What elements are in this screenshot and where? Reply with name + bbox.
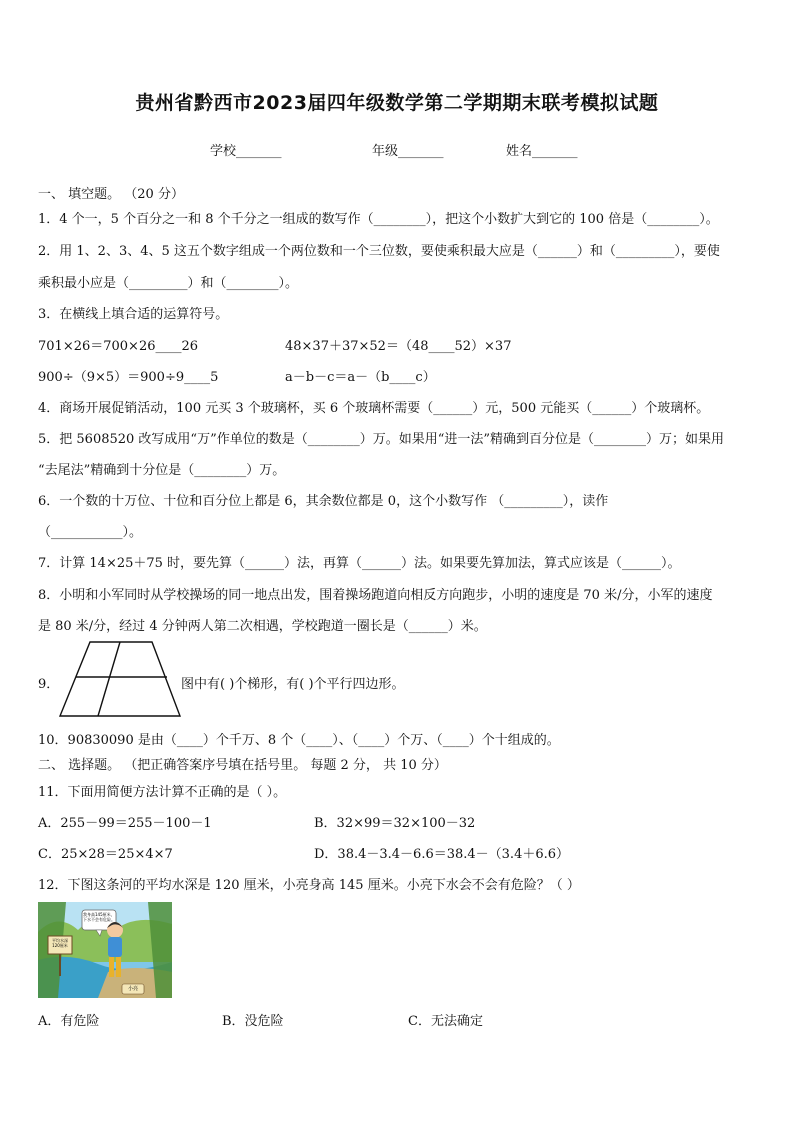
water-depth-sign-text: 平均水深120厘米	[52, 938, 68, 948]
question-6-line-2: （___________）。	[38, 525, 143, 540]
section-choice-heading: 二、 选择题。 （把正确答案序号填在括号里。 每题 2 分， 共 10 分）	[38, 758, 447, 773]
question-4: 4．商场开展促销活动，100 元买 3 个玻璃杯，买 6 个玻璃杯需要（______）元，500 元能买（______）个玻璃杯。	[38, 401, 710, 416]
question-6-line-1: 6．一个数的十万位、十位和百分位上都是 6，其余数位都是 0，这个小数写作 （_________），读作	[38, 494, 609, 509]
name-tag-text: 小亮	[127, 986, 138, 992]
question-12-option-a: A．有危险	[38, 1014, 100, 1029]
question-8-line-2: 是 80 米/分，经过 4 分钟两人第二次相遇，学校跑道一圈长是（______）米。	[38, 619, 487, 634]
question-3: 3．在横线上填合适的运算符号。	[38, 307, 229, 322]
question-8-line-1: 8．小明和小军同时从学校操场的同一地点出发，围着操场跑道向相反方向跑步，小明的速度是 70 米/分，小军的速度	[38, 588, 713, 603]
speech-bubble-text: 我身高145厘米，下水不会有危险。	[83, 912, 115, 922]
question-5-line-1: 5．把 5608520 改写成用“万”作单位的数是（________）万。如果用“进一法”精确到百分位是（________）万；如果用	[38, 432, 725, 447]
question-1: 1．4 个一，5 个百分之一和 8 个千分之一组成的数写作（________），把这个小数扩大到它的 100 倍是（________）。	[38, 212, 719, 227]
school-field: 学校_______	[210, 144, 282, 159]
question-9-text: 图中有( )个梯形，有( )个平行四边形。	[181, 677, 405, 692]
question-3-right-2: a－b－c＝a－（b____c）	[285, 370, 436, 385]
page-title: 贵州省黔西市2023届四年级数学第二学期期末联考模拟试题	[135, 92, 659, 114]
question-3-left-2: 900÷（9×5）＝900÷9____5	[38, 370, 219, 385]
question-2-line-2: 乘积最小应是（_________）和（________）。	[38, 276, 299, 291]
question-2-line-1: 2．用 1、2、3、4、5 这五个数字组成一个两位数和一个三位数，要使乘积最大应是（______）和（_________），要使	[38, 244, 720, 259]
question-3-right-1: 48×37＋37×52＝（48____52）×37	[285, 339, 512, 354]
section-fill-in-heading: 一、 填空题。 （20 分）	[38, 187, 184, 202]
question-7: 7．计算 14×25＋75 时，要先算（______）法，再算（______）法。如果要先算加法，算式应该是（______）。	[38, 556, 681, 571]
question-11: 11．下面用简便方法计算不正确的是（ ）。	[38, 785, 287, 800]
question-11-option-a: A．255－99＝255－100－1	[38, 816, 212, 831]
river-boy-illustration	[38, 902, 172, 998]
question-9-number: 9．	[38, 677, 60, 692]
question-11-option-d: D．38.4－3.4－6.6＝38.4－（3.4＋6.6）	[314, 847, 570, 862]
question-11-option-c: C．25×28＝25×4×7	[38, 847, 173, 862]
question-3-left-1: 701×26＝700×26____26	[38, 339, 199, 354]
question-11-option-b: B．32×99＝32×100－32	[314, 816, 476, 831]
name-field: 姓名_______	[506, 144, 578, 159]
question-12-option-b: B．没危险	[222, 1014, 284, 1029]
trapezoid-figure	[58, 641, 182, 717]
question-12: 12．下图这条河的平均水深是 120 厘米，小亮身高 145 厘米。小亮下水会不会有危险？（ ）	[38, 878, 580, 893]
grade-field: 年级_______	[372, 144, 444, 159]
question-12-option-c: C．无法确定	[408, 1014, 483, 1029]
question-5-line-2: “去尾法”精确到十分位是（________）万。	[38, 463, 286, 478]
question-10: 10．90830090 是由（____）个千万、8 个（____）、（____）个万、（____）个十组成的。	[38, 733, 560, 748]
